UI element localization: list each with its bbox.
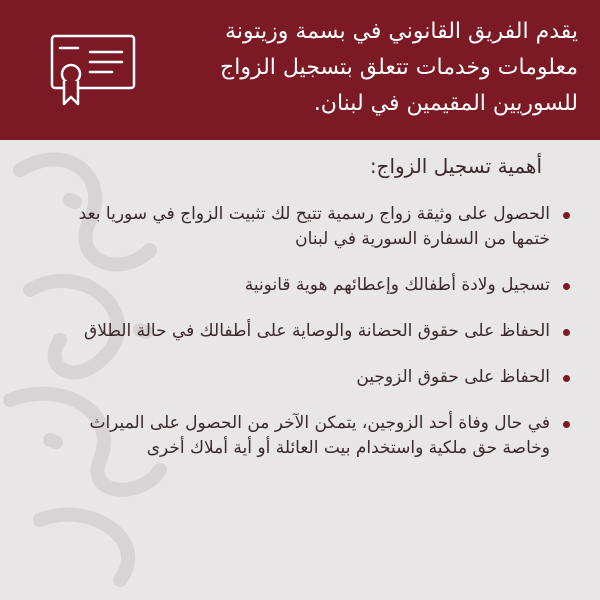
content-section — [0, 140, 600, 600]
intro-text: يقدم الفريق القانوني في بسمة وزيتونة معلومات وخدمات تتعلق بتسجيل الزواج للسوريين المقيمين في لبنان. — [220, 19, 578, 116]
subheading: أهمية تسجيل الزواج: — [369, 154, 542, 178]
benefits-list — [20, 202, 576, 482]
header-banner — [0, 0, 600, 140]
list-item: الحصول على وثيقة زواج رسمية تتيح لك تثبيت الزواج في سوريا بعد ختمها من السفارة السورية في لبنان — [20, 202, 576, 252]
list-item: الحفاظ على حقوق الزوجين — [20, 365, 576, 390]
list-item: الحفاظ على حقوق الحضانة والوصاية على أطفالك في حالة الطلاق — [20, 319, 576, 344]
list-item: في حال وفاة أحد الزوجين، يتمكن الآخر من الحصول على الميراث وخاصة حق ملكية واستخدام بيت العائلة أو أية أملاك أخرى — [20, 411, 576, 461]
list-item: تسجيل ولادة أطفالك وإعطائهم هوية قانونية — [20, 273, 576, 298]
certificate-icon — [50, 34, 136, 110]
